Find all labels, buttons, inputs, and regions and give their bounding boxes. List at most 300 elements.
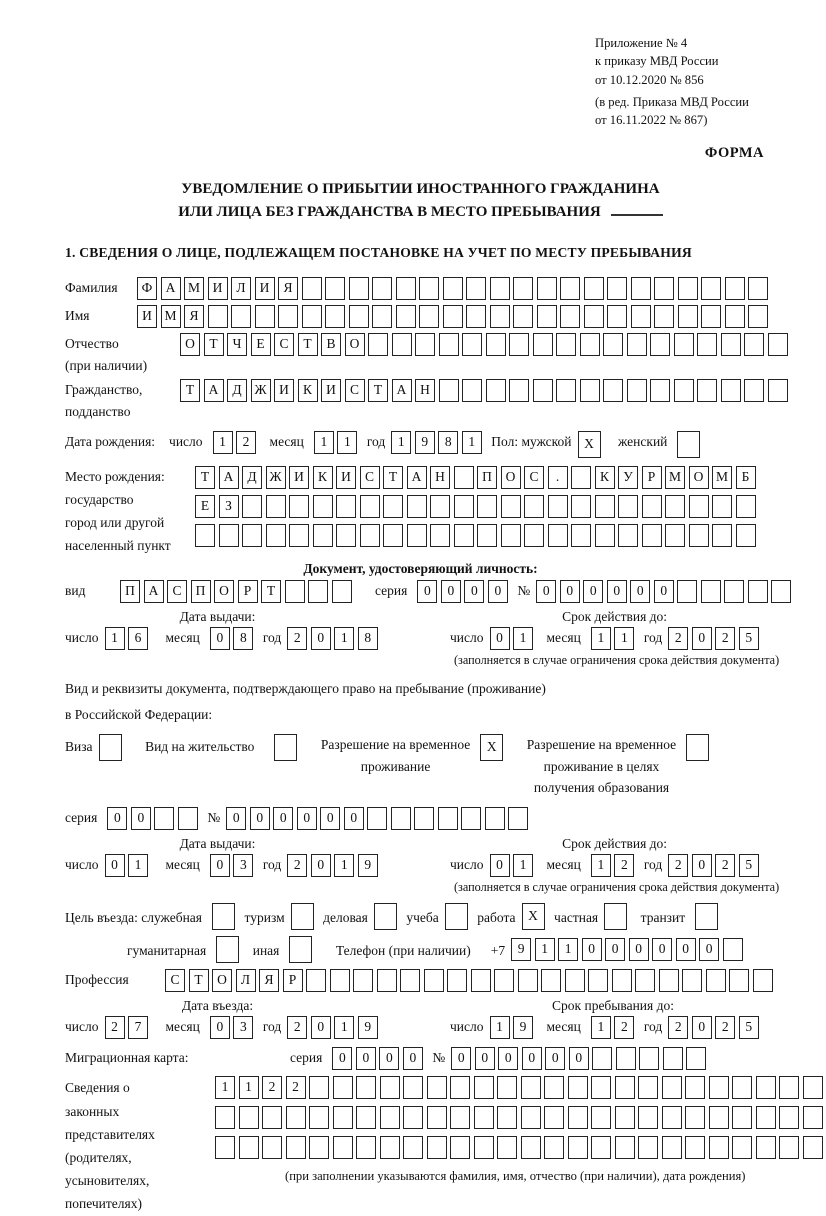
char-cell[interactable]: Ж [266,466,286,489]
birth-place-row2-cells[interactable] [195,495,759,518]
checkbox-cell[interactable] [374,903,397,930]
char-cell[interactable] [380,1136,400,1159]
char-cell[interactable] [580,333,600,356]
char-cell[interactable]: Т [383,466,403,489]
char-cell[interactable] [768,333,788,356]
char-cell[interactable] [642,524,662,547]
char-cell[interactable]: П [120,580,140,603]
char-cell[interactable] [407,495,427,518]
char-cell[interactable] [678,277,698,300]
char-cell[interactable]: О [345,333,365,356]
char-cell[interactable]: 2 [715,854,735,877]
char-cell[interactable] [603,379,623,402]
char-cell[interactable]: 0 [107,807,127,830]
char-cell[interactable] [638,1076,658,1099]
char-cell[interactable]: 0 [311,1016,331,1039]
char-cell[interactable]: Я [259,969,279,992]
char-cell[interactable]: 1 [462,431,482,454]
char-cell[interactable] [407,524,427,547]
char-cell[interactable] [537,277,557,300]
char-cell[interactable] [663,1047,683,1070]
char-cell[interactable]: 8 [358,627,378,650]
char-cell[interactable] [380,1076,400,1099]
char-cell[interactable] [367,807,387,830]
char-cell[interactable] [262,1136,282,1159]
char-cell[interactable] [497,1106,517,1129]
char-cell[interactable]: Д [242,466,262,489]
char-cell[interactable]: 1 [513,627,533,650]
char-cell[interactable]: И [255,277,275,300]
char-cell[interactable] [560,305,580,328]
char-cell[interactable]: 2 [668,627,688,650]
char-cell[interactable] [685,1136,705,1159]
char-cell[interactable] [333,1076,353,1099]
char-cell[interactable] [736,524,756,547]
char-cell[interactable]: Я [278,277,298,300]
char-cell[interactable]: З [219,495,239,518]
char-cell[interactable]: 1 [128,854,148,877]
checkbox-cell[interactable] [212,903,235,930]
checkbox-cell[interactable] [677,431,700,458]
char-cell[interactable]: И [208,277,228,300]
char-cell[interactable]: 1 [105,627,125,650]
sex-male-checkbox[interactable] [578,431,605,458]
char-cell[interactable] [208,305,228,328]
char-cell[interactable] [682,969,702,992]
char-cell[interactable] [724,580,744,603]
checkbox-cell[interactable] [695,903,718,930]
migration-number-cells[interactable] [451,1047,710,1070]
char-cell[interactable] [729,969,749,992]
char-cell[interactable]: 0 [583,580,603,603]
char-cell[interactable] [779,1106,799,1129]
representatives-row3-cells[interactable] [215,1136,826,1159]
char-cell[interactable]: 0 [545,1047,565,1070]
char-cell[interactable] [662,1076,682,1099]
char-cell[interactable] [360,524,380,547]
char-cell[interactable] [383,495,403,518]
char-cell[interactable] [723,938,743,961]
char-cell[interactable] [490,277,510,300]
char-cell[interactable]: 0 [210,854,230,877]
char-cell[interactable] [215,1136,235,1159]
char-cell[interactable]: . [548,466,568,489]
char-cell[interactable]: 0 [250,807,270,830]
char-cell[interactable] [239,1106,259,1129]
char-cell[interactable] [659,969,679,992]
char-cell[interactable]: 6 [128,627,148,650]
char-cell[interactable]: 0 [699,938,719,961]
char-cell[interactable]: А [392,379,412,402]
char-cell[interactable] [697,333,717,356]
purpose-study-checkbox[interactable] [445,903,472,930]
char-cell[interactable] [524,495,544,518]
char-cell[interactable] [309,1106,329,1129]
char-cell[interactable] [689,495,709,518]
char-cell[interactable] [591,1106,611,1129]
char-cell[interactable] [595,495,615,518]
char-cell[interactable] [239,1136,259,1159]
char-cell[interactable]: 0 [498,1047,518,1070]
char-cell[interactable] [627,333,647,356]
char-cell[interactable] [548,524,568,547]
stay-year-cells[interactable] [668,1016,762,1039]
char-cell[interactable] [706,969,726,992]
char-cell[interactable] [400,969,420,992]
char-cell[interactable] [349,305,369,328]
birth-month-cells[interactable] [314,431,361,454]
char-cell[interactable]: 0 [475,1047,495,1070]
birth-year-cells[interactable] [391,431,485,454]
char-cell[interactable] [748,277,768,300]
char-cell[interactable] [674,379,694,402]
char-cell[interactable]: 2 [236,431,256,454]
char-cell[interactable]: 0 [629,938,649,961]
char-cell[interactable]: О [180,333,200,356]
char-cell[interactable] [571,466,591,489]
char-cell[interactable] [471,969,491,992]
char-cell[interactable] [306,969,326,992]
char-cell[interactable] [721,333,741,356]
checkbox-cell[interactable] [99,734,122,761]
char-cell[interactable]: И [137,305,157,328]
char-cell[interactable]: В [321,333,341,356]
char-cell[interactable] [266,524,286,547]
char-cell[interactable]: 1 [535,938,555,961]
char-cell[interactable]: 1 [490,1016,510,1039]
char-cell[interactable] [568,1106,588,1129]
birth-day-cells[interactable] [213,431,260,454]
char-cell[interactable] [285,580,305,603]
char-cell[interactable] [607,305,627,328]
char-cell[interactable] [521,1136,541,1159]
purpose-tourism-checkbox[interactable] [291,903,318,930]
checkbox-cell[interactable] [291,903,314,930]
char-cell[interactable] [685,1106,705,1129]
char-cell[interactable] [396,277,416,300]
char-cell[interactable] [674,333,694,356]
char-cell[interactable] [356,1106,376,1129]
char-cell[interactable] [616,1047,636,1070]
checkbox-cell[interactable] [445,903,468,930]
char-cell[interactable] [533,333,553,356]
char-cell[interactable] [501,524,521,547]
char-cell[interactable] [639,1047,659,1070]
surname-cells[interactable] [137,277,772,300]
given-name-cells[interactable] [137,305,772,328]
char-cell[interactable] [665,524,685,547]
char-cell[interactable]: 9 [358,854,378,877]
char-cell[interactable]: 9 [415,431,435,454]
char-cell[interactable]: 0 [332,1047,352,1070]
char-cell[interactable]: П [191,580,211,603]
char-cell[interactable] [654,305,674,328]
char-cell[interactable]: 2 [715,627,735,650]
char-cell[interactable]: 0 [536,580,556,603]
char-cell[interactable] [466,277,486,300]
char-cell[interactable]: О [214,580,234,603]
char-cell[interactable] [447,969,467,992]
char-cell[interactable] [568,1076,588,1099]
checkbox-cell[interactable] [274,734,297,761]
char-cell[interactable]: 0 [464,580,484,603]
checkbox-cell[interactable] [604,903,627,930]
char-cell[interactable]: Р [283,969,303,992]
char-cell[interactable]: К [595,466,615,489]
char-cell[interactable]: 3 [233,1016,253,1039]
id-valid-year-cells[interactable] [668,627,762,650]
char-cell[interactable]: 5 [739,1016,759,1039]
permit-issue-month-cells[interactable] [210,854,257,877]
char-cell[interactable]: Л [236,969,256,992]
char-cell[interactable] [732,1106,752,1129]
char-cell[interactable] [618,524,638,547]
char-cell[interactable] [642,495,662,518]
representatives-row2-cells[interactable] [215,1106,826,1129]
char-cell[interactable]: Т [204,333,224,356]
char-cell[interactable] [584,277,604,300]
char-cell[interactable] [588,969,608,992]
char-cell[interactable] [231,305,251,328]
permit-number-cells[interactable] [226,807,532,830]
char-cell[interactable] [544,1106,564,1129]
char-cell[interactable] [262,1106,282,1129]
char-cell[interactable] [725,277,745,300]
char-cell[interactable]: 2 [287,854,307,877]
char-cell[interactable] [368,333,388,356]
char-cell[interactable] [430,495,450,518]
id-issue-day-cells[interactable] [105,627,152,650]
char-cell[interactable]: 9 [513,1016,533,1039]
char-cell[interactable] [450,1136,470,1159]
char-cell[interactable] [501,495,521,518]
char-cell[interactable] [701,580,721,603]
char-cell[interactable]: С [524,466,544,489]
char-cell[interactable]: Р [238,580,258,603]
char-cell[interactable]: А [144,580,164,603]
char-cell[interactable]: Ч [227,333,247,356]
char-cell[interactable]: Н [415,379,435,402]
phone-cells[interactable] [511,938,746,961]
char-cell[interactable]: 8 [233,627,253,650]
char-cell[interactable] [415,333,435,356]
char-cell[interactable]: 7 [128,1016,148,1039]
char-cell[interactable] [709,1106,729,1129]
char-cell[interactable]: С [167,580,187,603]
char-cell[interactable] [556,379,576,402]
char-cell[interactable]: 0 [692,627,712,650]
char-cell[interactable] [372,305,392,328]
char-cell[interactable]: 0 [226,807,246,830]
char-cell[interactable] [603,333,623,356]
char-cell[interactable]: Р [642,466,662,489]
char-cell[interactable] [439,333,459,356]
char-cell[interactable] [242,524,262,547]
char-cell[interactable] [544,1076,564,1099]
char-cell[interactable]: 0 [676,938,696,961]
char-cell[interactable]: 0 [210,1016,230,1039]
char-cell[interactable] [477,524,497,547]
char-cell[interactable]: 9 [511,938,531,961]
char-cell[interactable]: С [360,466,380,489]
char-cell[interactable] [544,1136,564,1159]
char-cell[interactable]: 2 [668,1016,688,1039]
char-cell[interactable]: 2 [105,1016,125,1039]
char-cell[interactable] [497,1076,517,1099]
char-cell[interactable]: 1 [513,854,533,877]
id-issue-month-cells[interactable] [210,627,257,650]
char-cell[interactable] [701,277,721,300]
char-cell[interactable] [753,969,773,992]
char-cell[interactable]: 9 [358,1016,378,1039]
char-cell[interactable] [392,333,412,356]
char-cell[interactable] [685,1076,705,1099]
char-cell[interactable] [454,495,474,518]
char-cell[interactable] [732,1136,752,1159]
char-cell[interactable]: 1 [213,431,233,454]
char-cell[interactable] [638,1106,658,1129]
char-cell[interactable] [509,333,529,356]
char-cell[interactable]: 0 [356,1047,376,1070]
purpose-other-checkbox[interactable] [289,936,316,963]
char-cell[interactable] [803,1076,823,1099]
char-cell[interactable]: 1 [334,854,354,877]
char-cell[interactable]: И [274,379,294,402]
char-cell[interactable] [571,524,591,547]
char-cell[interactable]: Т [261,580,281,603]
char-cell[interactable] [565,969,585,992]
char-cell[interactable]: К [313,466,333,489]
char-cell[interactable] [635,969,655,992]
purpose-transit-checkbox[interactable] [695,903,722,930]
char-cell[interactable] [627,379,647,402]
char-cell[interactable] [486,379,506,402]
char-cell[interactable] [474,1076,494,1099]
char-cell[interactable]: И [321,379,341,402]
purpose-official-checkbox[interactable] [212,903,239,930]
char-cell[interactable]: 0 [692,854,712,877]
char-cell[interactable] [537,305,557,328]
char-cell[interactable]: 0 [441,580,461,603]
char-cell[interactable]: 1 [591,627,611,650]
char-cell[interactable] [330,969,350,992]
char-cell[interactable] [353,969,373,992]
permit-valid-year-cells[interactable] [668,854,762,877]
char-cell[interactable] [336,524,356,547]
char-cell[interactable] [712,495,732,518]
char-cell[interactable] [333,1106,353,1129]
char-cell[interactable] [678,305,698,328]
char-cell[interactable] [513,277,533,300]
char-cell[interactable]: 0 [654,580,674,603]
char-cell[interactable] [195,524,215,547]
char-cell[interactable]: 1 [239,1076,259,1099]
char-cell[interactable] [721,379,741,402]
char-cell[interactable] [427,1106,447,1129]
char-cell[interactable] [154,807,174,830]
representatives-row1-cells[interactable] [215,1076,826,1099]
char-cell[interactable] [360,495,380,518]
char-cell[interactable] [309,1076,329,1099]
char-cell[interactable]: К [298,379,318,402]
char-cell[interactable] [215,1106,235,1129]
char-cell[interactable] [302,305,322,328]
char-cell[interactable] [689,524,709,547]
char-cell[interactable] [744,379,764,402]
char-cell[interactable] [779,1076,799,1099]
char-cell[interactable] [450,1076,470,1099]
char-cell[interactable] [677,580,697,603]
char-cell[interactable]: 0 [630,580,650,603]
char-cell[interactable] [521,1106,541,1129]
citizenship-cells[interactable] [180,379,791,402]
char-cell[interactable] [712,524,732,547]
char-cell[interactable] [725,305,745,328]
char-cell[interactable] [178,807,198,830]
char-cell[interactable] [803,1136,823,1159]
char-cell[interactable] [533,379,553,402]
char-cell[interactable]: С [345,379,365,402]
char-cell[interactable]: А [407,466,427,489]
char-cell[interactable]: 0 [490,627,510,650]
char-cell[interactable] [242,495,262,518]
char-cell[interactable] [439,379,459,402]
id-valid-day-cells[interactable] [490,627,537,650]
char-cell[interactable]: 0 [522,1047,542,1070]
char-cell[interactable]: 0 [379,1047,399,1070]
checkbox-cell[interactable] [216,936,239,963]
char-cell[interactable]: 5 [739,854,759,877]
char-cell[interactable] [450,1106,470,1129]
char-cell[interactable]: 0 [297,807,317,830]
char-cell[interactable]: И [336,466,356,489]
char-cell[interactable] [380,1106,400,1129]
char-cell[interactable] [302,277,322,300]
permit-issue-year-cells[interactable] [287,854,381,877]
char-cell[interactable]: М [712,466,732,489]
char-cell[interactable] [396,305,416,328]
stay-month-cells[interactable] [591,1016,638,1039]
char-cell[interactable]: 0 [273,807,293,830]
char-cell[interactable] [748,305,768,328]
patronymic-cells[interactable] [180,333,791,356]
char-cell[interactable] [485,807,505,830]
char-cell[interactable] [336,495,356,518]
char-cell[interactable] [591,1136,611,1159]
char-cell[interactable] [615,1136,635,1159]
char-cell[interactable] [313,495,333,518]
checkbox-cell[interactable] [686,734,709,761]
char-cell[interactable] [591,1076,611,1099]
checkbox-cell[interactable]: X [480,734,503,761]
char-cell[interactable] [286,1136,306,1159]
char-cell[interactable]: О [689,466,709,489]
char-cell[interactable] [313,524,333,547]
char-cell[interactable] [697,379,717,402]
char-cell[interactable] [419,277,439,300]
char-cell[interactable] [349,277,369,300]
char-cell[interactable] [595,524,615,547]
visa-checkbox[interactable] [99,734,126,761]
char-cell[interactable]: 1 [337,431,357,454]
char-cell[interactable]: 2 [614,854,634,877]
char-cell[interactable] [497,1136,517,1159]
char-cell[interactable] [631,305,651,328]
char-cell[interactable] [462,379,482,402]
char-cell[interactable] [255,305,275,328]
char-cell[interactable] [266,495,286,518]
char-cell[interactable] [403,1106,423,1129]
